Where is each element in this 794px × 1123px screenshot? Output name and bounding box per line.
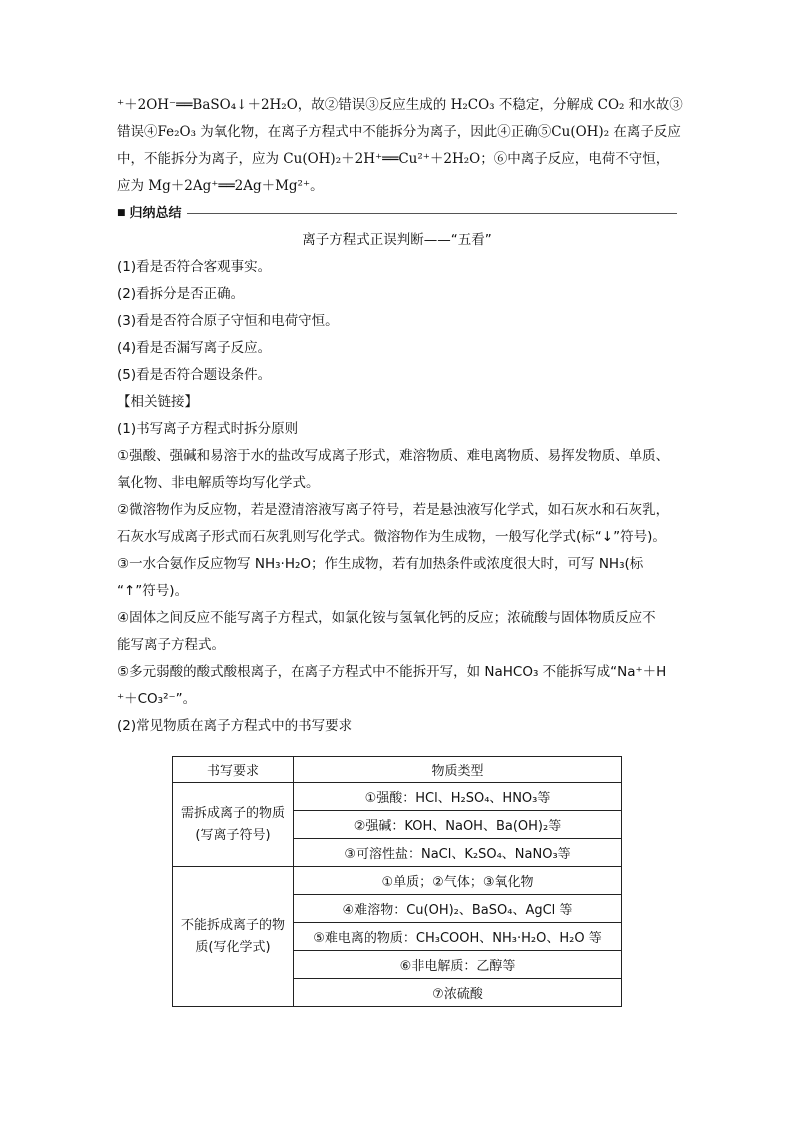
summary-header (117, 200, 677, 227)
link-line: ①强酸、强碱和易溶于水的盐改写成离子形式，难溶物质、难电离物质、易挥发物质、单质、 (117, 448, 670, 464)
summary-item: (4)看是否漏写离子反应。 (117, 340, 272, 356)
summary-item: (1)看是否符合客观事实。 (117, 259, 272, 275)
summary-item: (2)看拆分是否正确。 (117, 286, 245, 302)
summary-item: (5)看是否符合题设条件。 (117, 367, 272, 383)
summary-title: 离子方程式正误判断——“五看” (302, 232, 492, 248)
table-cell: ②强碱：KOH、NaOH、Ba(OH)₂等 (294, 811, 622, 839)
summary-header-label: 归纳总结 (129, 206, 182, 221)
link-line: 石灰水写成离子形式而石灰乳则写化学式。微溶物作为生成物，一般写化学式(标“↓”符号)。 (117, 529, 666, 545)
related-links-header: 【相关链接】 (117, 394, 198, 410)
table-cell: ④难溶物：Cu(OH)₂、BaSO₄、AgCl 等 (294, 895, 622, 923)
link-line: 氧化物、非电解质等均写化学式。 (117, 475, 320, 491)
link-line: (2)常见物质在离子方程式中的书写要求 (117, 718, 353, 734)
table-cell: ⑥非电解质：乙醇等 (294, 951, 622, 979)
link-line: ⑤多元弱酸的酸式酸根离子，在离子方程式中不能拆开写，如 NaHCO₃ 不能拆写成“Na⁺＋H (117, 664, 667, 680)
summary-divider (187, 213, 677, 214)
table-header-cell: 物质类型 (294, 757, 622, 783)
group-label-split: 需拆成离子的物质(写离子符号) (173, 783, 294, 867)
table-row (173, 783, 622, 811)
link-line: “↑”符号)。 (117, 583, 189, 599)
table-cell: ⑦浓硫酸 (294, 979, 622, 1007)
group-label-nosplit: 不能拆成离子的物质(写化学式) (173, 867, 294, 1007)
summary-list (117, 254, 677, 389)
link-line: ⁺＋CO₃²⁻”。 (117, 691, 197, 707)
table-cell: ⑤难电离的物质：CH₃COOH、NH₃·H₂O、H₂O 等 (294, 923, 622, 951)
writing-requirements-table (172, 756, 622, 1007)
table-header-row (173, 757, 622, 783)
link-line: ③一水合氨作反应物写 NH₃·H₂O；作生成物，若有加热条件或浓度很大时，可写 NH₃(标 (117, 556, 644, 572)
content-column (117, 92, 683, 740)
link-line: ②微溶物作为反应物，若是澄清溶液写离子符号，若是悬浊液写化学式，如石灰水和石灰乳， (117, 502, 670, 518)
square-bullet-icon: ■ (117, 208, 126, 218)
related-links-body (117, 416, 677, 740)
link-line: (1)书写离子方程式时拆分原则 (117, 421, 299, 437)
table-header-cell: 书写要求 (173, 757, 294, 783)
intro-line: ⁺＋2OH⁻══BaSO₄↓＋2H₂O，故②错误③反应生成的 H₂CO₃ 不稳定，分解成 CO₂ 和水故③ (117, 97, 683, 113)
link-line: ④固体之间反应不能写离子方程式，如氯化铵与氢氧化钙的反应；浓硫酸与固体物质反应不 (117, 610, 656, 626)
table-cell: ①强酸：HCl、H₂SO₄、HNO₃等 (294, 783, 622, 811)
table-row (173, 867, 622, 895)
intro-paragraph (117, 92, 683, 200)
table-cell: ③可溶性盐：NaCl、K₂SO₄、NaNO₃等 (294, 839, 622, 867)
intro-line: 中，不能拆分为离子，应为 Cu(OH)₂＋2H⁺══Cu²⁺＋2H₂O；⑥中离子反应，电荷不守恒， (117, 151, 670, 167)
summary-item: (3)看是否符合原子守恒和电荷守恒。 (117, 313, 339, 329)
intro-line: 应为 Mg＋2Ag⁺══2Ag＋Mg²⁺。 (117, 178, 324, 194)
intro-line: 错误④Fe₂O₃ 为氧化物，在离子方程式中不能拆分为离子，因此④正确⑤Cu(OH)₂ 在离子反应 (117, 124, 681, 140)
link-line: 能写离子方程式。 (117, 637, 225, 653)
table-cell: ①单质；②气体；③氧化物 (294, 867, 622, 895)
